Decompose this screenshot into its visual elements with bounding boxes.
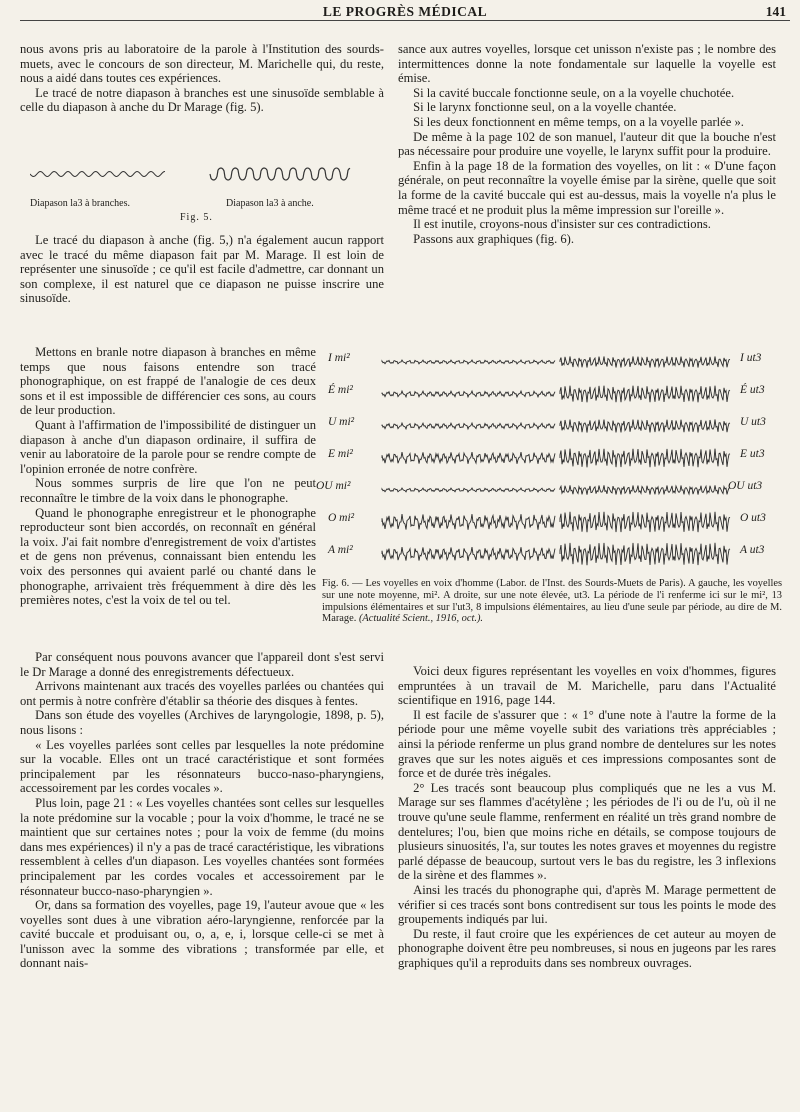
- paragraph: Par conséquent nous pouvons avancer que l'appareil dont s'est servi le Dr Marage a donné des enregistrements défectueux.: [20, 650, 384, 679]
- left-column-after-fig5: [20, 233, 384, 306]
- trace-mi2: [382, 547, 555, 561]
- paragraph: « Les voyelles parlées sont celles par lesquelles la note prédomine sur la vocable. Elles ont un tracé caractéristique et sont formées principalement par les résonnateurs bucco-naso-pharyngiens, accessoirement par les cordes vocales ».: [20, 737, 384, 796]
- paragraph: Voici deux figures représentant les voyelles en voix d'hommes, figures empruntées à un travail de M. Marichelle, paru dans l'Actualité scientifique en 1916, page 144.: [398, 664, 776, 708]
- trace-label-left: U mi²: [328, 416, 355, 428]
- trace-ut3: [560, 356, 730, 367]
- trace-label-left: É mi²: [328, 384, 353, 396]
- trace-label-right: É ut3: [740, 384, 765, 396]
- right-column-bottom: [398, 664, 776, 970]
- trace-label-left: OU mi²: [316, 480, 351, 492]
- fig6-caption-text: Fig. 6. — Les voyelles en voix d'homme (Labor. de l'Inst. des Sourds-Muets de Paris). A gauche, les voyelles sur une note moyenne, mi². A droite, sur une note élevée, ut3. La période de l'i renferme ici sur le mi², 13 impulsions élémentaires et sur l'ut3, 8 impulsions élémentaires, au lieu d'une seule par période, au dire de M. Marage.: [322, 578, 782, 625]
- trace-label-right: O ut3: [740, 512, 766, 524]
- trace-label-right: A ut3: [740, 544, 765, 556]
- paragraph: sance aux autres voyelles, lorsque cet unisson n'existe pas ; le nombre des intermittences donne la note fondamentale sur laquelle la voyelle est émise.: [398, 42, 776, 86]
- paragraph: Si le larynx fonctionne seul, on a la voyelle chantée.: [413, 100, 677, 115]
- figure-6: [316, 340, 780, 580]
- fig5-label: Fig. 5.: [180, 212, 213, 223]
- paragraph: Nous sommes surpris de lire que l'on ne peut reconnaître le timbre de la voix dans le phonographe.: [20, 476, 316, 505]
- paragraph: Si les deux fonctionnent en même temps, on a la voyelle parlée ».: [413, 114, 744, 129]
- paragraph: Arrivons maintenant aux tracés des voyelles parlées ou chantées qui ont permis à notre confrère d'établir sa théorie des disques à fentes.: [20, 679, 384, 708]
- trace-label-left: A mi²: [328, 544, 353, 556]
- trace-label-left: O mi²: [328, 512, 355, 524]
- paragraph: Il est facile de s'assurer que : « 1° d'une note à l'autre la forme de la période pour une même voyelle subit des variations très appréciables ; ainsi la période renferme un plus grand nombre de dentelures sur les notes graves que sur les notes aiguës et ces impressions composantes sont de force et de durée très inégales.: [398, 707, 776, 781]
- paragraph: Mettons en branle notre diapason à branches en même temps que nous faisons entendre son tracé phonographique, on est frappé de l'analogie de ces deux sons et il est impossible de différencier ces sons, au cours de leur production.: [20, 345, 316, 418]
- paragraph: Quand le phonographe enregistreur et le phonographe reproducteur sont bien accordés, on reconnaît en général la voix. J'ai fait nombre d'enregistrement de voix d'artistes et de gens non prévenus, connaissant bien entendu les voix des personnes qui avaient parlé ou chanté dans le phonographe, arrivaient très fréquemment à dire dès les premières notes, c'est la voix de tel ou tel.: [20, 505, 316, 608]
- paragraph: De même à la page 102 de son manuel, l'auteur dit que la bouche n'est pas nécessaire pour produire une voyelle, le larynx suffit pour la produire.: [398, 129, 776, 159]
- trace-ut3: [560, 419, 730, 432]
- trace-mi2: [382, 391, 555, 397]
- fig5-traces: [30, 160, 360, 190]
- paragraph: Passons aux graphiques (fig. 6).: [413, 231, 575, 246]
- trace-ut3: [560, 512, 730, 532]
- page-number: 141: [765, 4, 786, 19]
- right-column-top: [398, 42, 776, 246]
- trace-mi2: [382, 514, 555, 530]
- journal-title: LE PROGRÈS MÉDICAL: [322, 4, 488, 19]
- trace-label-right: E ut3: [740, 448, 765, 460]
- reed-trace: [210, 168, 350, 180]
- paragraph: Enfin à la page 18 de la formation des voyelles, on lit : « D'une façon générale, on peut reconnaître la voyelle émise par la sirène, quelle que soit la forme de la cavité buccale qui est au-dessus, mais la voyelle n'a plus le même tracé et ne produit plus la même impression sur l'oreille ».: [398, 158, 776, 217]
- trace-label-right: I ut3: [740, 352, 762, 364]
- paragraph: Si la cavité buccale fonctionne seule, on a la voyelle chuchotée.: [413, 85, 735, 100]
- paragraph: Or, dans sa formation des voyelles, page 19, l'auteur avoue que « les voyelles sont dues à une vibration aéro-laryngienne, renforcée par la cavité buccale et produisant ou, o, a, e, i, lorsque celle-ci se met à l'unisson avec la somme des vibrations ; transformée par elle, et donnant nais-: [20, 898, 384, 971]
- trace-ut3: [560, 485, 730, 494]
- paragraph: Ainsi les tracés du phonographe qui, d'après M. Marage permettent de vérifier si ces tracés sont bons contredisent sur tous les points le mode des groupements indiqués par lui.: [398, 882, 776, 927]
- trace-ut3: [560, 386, 730, 403]
- trace-label-left: I mi²: [328, 352, 350, 364]
- paragraph: Le tracé de notre diapason à branches est une sinusoïde semblable à celle du diapason à anche du Dr Marage (fig. 5).: [20, 85, 384, 115]
- paragraph: Il est inutile, croyons-nous d'insister sur ces contradictions.: [413, 217, 711, 232]
- trace-mi2: [382, 423, 555, 429]
- fig6-credit: (Actualité Scient., 1916, oct.).: [358, 613, 484, 625]
- trace-label-right: OU ut3: [728, 480, 763, 492]
- paragraph: Dans son étude des voyelles (Archives de laryngologie, 1898, p. 5), nous lisons :: [20, 708, 384, 737]
- paragraph: Quant à l'affirmation de l'impossibilité de distinguer un diapason à anche d'un diapason ordinaire, il suffira de venir au laboratoire de la parole pour se rendre compte de l'opinion erronée de notre confrère.: [20, 417, 316, 476]
- left-column-top: [20, 42, 384, 115]
- figure-6-caption: [322, 578, 782, 625]
- paragraph: nous avons pris au laboratoire de la parole à l'Institution des sourds-muets, avec le concours de son directeur, M. Marichelle qui, du reste, nous a aidé dans toutes ces expériences.: [20, 42, 384, 86]
- fig6-traces: [320, 340, 780, 570]
- left-column-narrow: [20, 345, 316, 608]
- figure-5: [30, 158, 360, 228]
- trace-label-right: U ut3: [740, 416, 766, 428]
- fig5-caption-right: Diapason la3 à anche.: [226, 198, 314, 209]
- paragraph: Le tracé du diapason à anche (fig. 5,) n'a également aucun rapport avec le tracé du même diapason fait par M. Marage. Il est loin de représenter une sinusoïde ; ce qu'il est facile d'admettre, car donnant un son complexe, il est naturel que ce diapason ne puisse inscrire une sinusoïde.: [20, 233, 384, 306]
- fig5-caption-left: Diapason la3 à branches.: [30, 198, 130, 209]
- trace-ut3: [560, 543, 730, 565]
- trace-mi2: [382, 488, 555, 492]
- page-header: [20, 0, 790, 21]
- trace-label-left: E mi²: [328, 448, 353, 460]
- left-column-bottom: [20, 650, 384, 971]
- paragraph: 2° Les tracés sont beaucoup plus compliqués que ne les a vus M. Marage sur ses flammes d'acétylène ; les périodes de l'i ou de l'u, où il ne trouve qu'une seule flamme, renferment en réalité un très grand nombre de dentelures; l'ou, bien que moins riche en détails, se compose toujours de plusieurs sinuosités, l'a, sur toutes les notes graves et moyennes du registre parlé dépasse de beaucoup, surtout vers le bas du registre, les 3 inflexions de la sirène et des flammes ».: [398, 780, 776, 883]
- paragraph: Plus loin, page 21 : « Les voyelles chantées sont celles sur lesquelles la note prédomine sur la vocable ; pour la voix d'homme, le tracé ne se maintient que sur certaines notes ; pour la voix de femme (du moins dans mes expériences) il n'y a pas de tracé caractéristique, les vibrations ressemblent à celles d'un diapason. Les voyelles chantées sont formées principalement par les cordes vocales et accessoirement par le résonnateur bucco-naso-pharyngien ».: [20, 795, 384, 898]
- sinusoid-trace: [30, 172, 165, 177]
- paragraph: Du reste, il faut croire que les expériences de cet auteur au moyen de phonographe doivent être peu nombreuses, si nous en jugeons par les rares graphiques qu'il a reproduits dans ses nombreux ouvrages.: [398, 926, 776, 970]
- trace-mi2: [382, 360, 555, 364]
- trace-mi2: [382, 452, 555, 464]
- trace-ut3: [560, 449, 730, 468]
